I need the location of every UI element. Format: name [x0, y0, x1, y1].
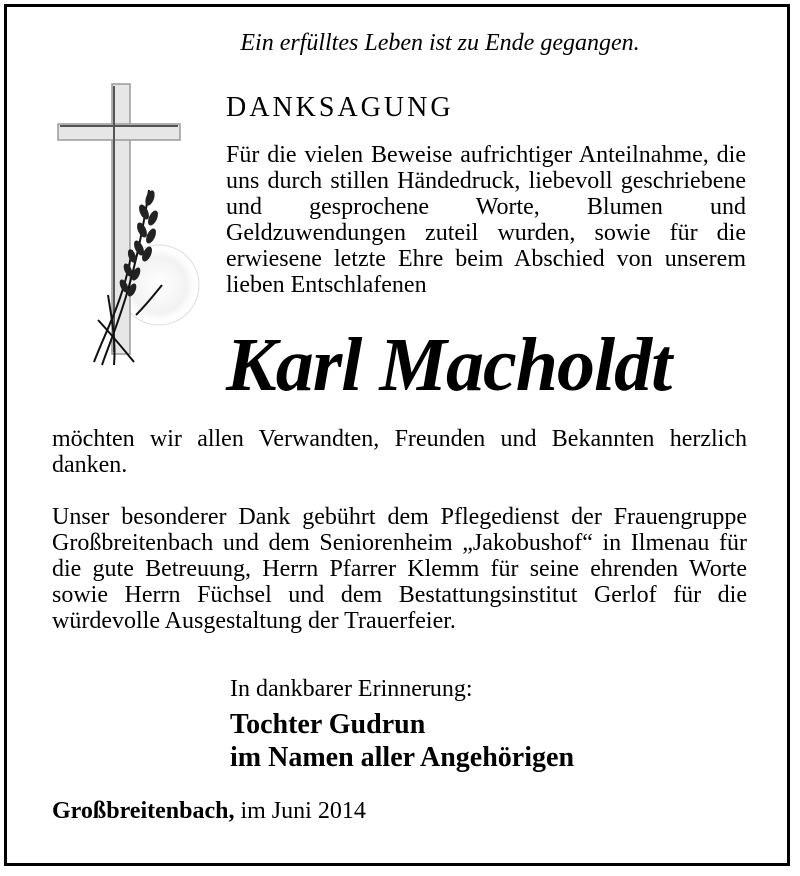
signature-line-2: im Namen aller Angehörigen [230, 742, 575, 773]
signature [230, 708, 574, 774]
deceased-name: Karl Macholdt [226, 323, 672, 407]
special-thanks-text: Unser besonderer Dank gebührt dem Pflegedienst der Frauengruppe Großbreitenbach und dem Seniorenheim „Jakobushof“ in Ilmenau für die gute Betreuung, Herrn Pfarrer Klemm für seine ehrenden Worte sowie Herrn Füchsel und dem Bestattungsinstitut Gerlof für die würdevolle Ausgestaltung der Trauerfeier. [52, 504, 747, 634]
place-date-text: im Juni 2014 [234, 798, 366, 824]
thanks-text: möchten wir allen Verwandten, Freunden und Bekannten herzlich danken. [52, 426, 747, 478]
signature-line-1: Tochter Gudrun [230, 709, 426, 740]
motto: Ein erfülltes Leben ist zu Ende gegangen. [240, 30, 640, 56]
cross-with-wheat-icon [54, 80, 204, 370]
closing-line: In dankbarer Erinnerung: [230, 676, 473, 702]
intro-text: Für die vielen Beweise aufrichtiger Anteilnahme, die uns durch stillen Händedruck, liebevoll geschriebene und gesprochene Worte, Blumen und Geldzuwendungen zuteil wurden, sowie für die erwiesene letzte Ehre beim Abschied von unserem lieben Entschlafenen [226, 142, 746, 298]
place-town: Großbreitenbach, [52, 798, 235, 824]
heading: DANKSAGUNG [226, 92, 454, 123]
place-date [52, 798, 366, 825]
